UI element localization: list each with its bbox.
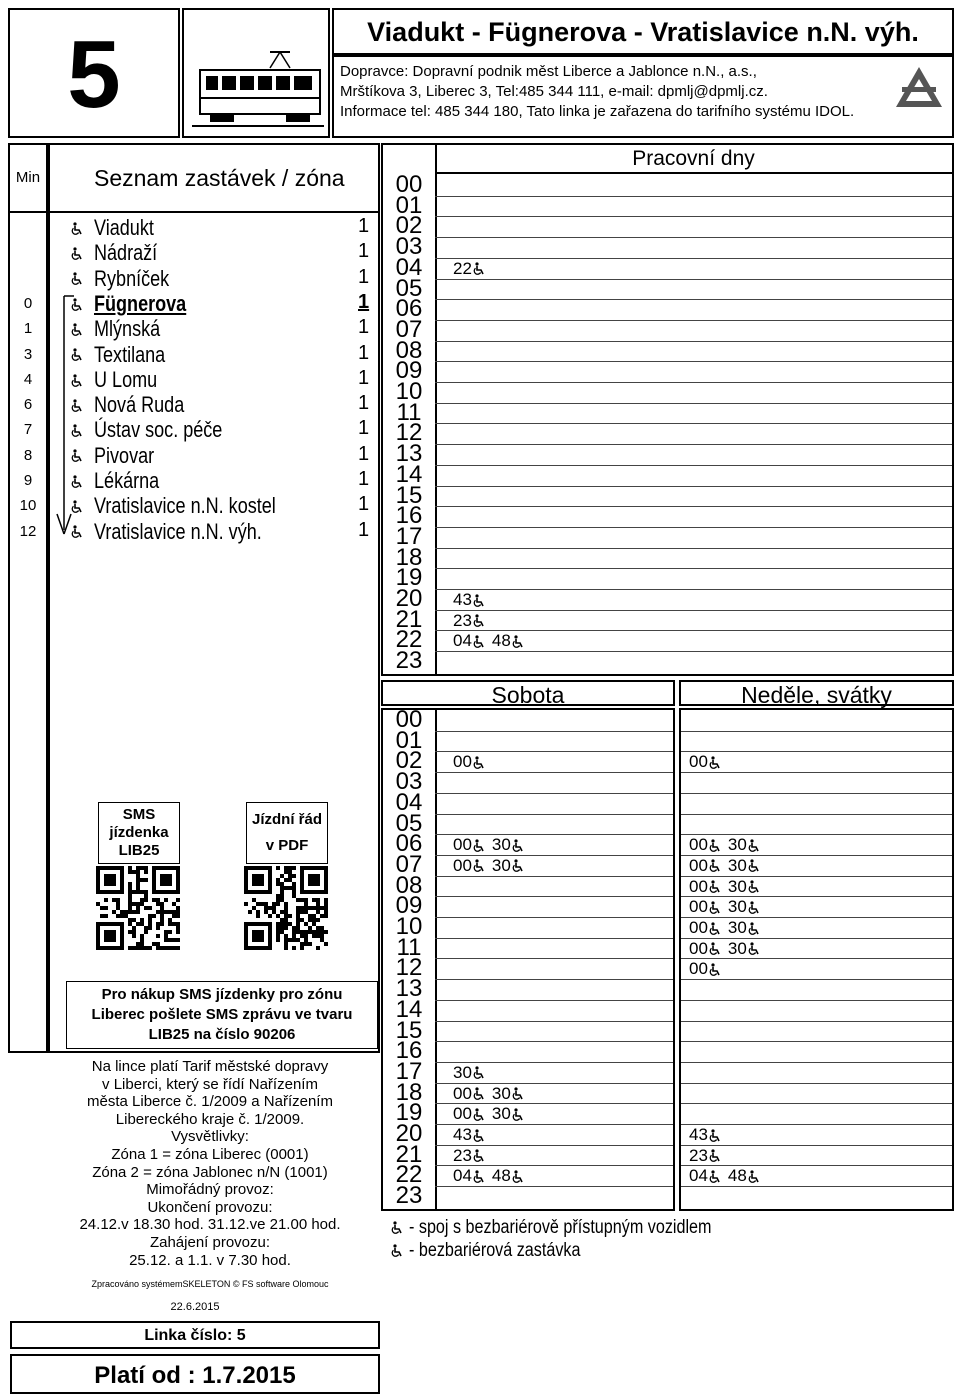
departure-cell <box>453 1146 492 1166</box>
wheelchair-icon <box>511 859 525 873</box>
departure-minute[interactable]: 30 <box>728 835 761 854</box>
print-date: 22.6.2015 <box>170 1301 220 1313</box>
departure-minute[interactable]: 30 <box>492 1104 525 1123</box>
hour-label: 16 <box>395 1037 423 1065</box>
hour-label: 22 <box>395 1161 423 1189</box>
hour-label: 07 <box>395 850 423 878</box>
hour-label: 20 <box>395 585 423 612</box>
wheelchair-icon <box>70 475 84 489</box>
operator-line-1: Dopravce: Dopravní podnik měst Liberce a Jablonce n.N., a.s., <box>340 63 757 80</box>
pdf-line-2: v PDF <box>265 837 309 854</box>
departure-minute[interactable]: 48 <box>492 1166 525 1185</box>
hour-label: 06 <box>395 830 423 858</box>
route-title-box <box>332 8 954 55</box>
departure-cell <box>689 752 728 772</box>
hour-label: 14 <box>395 460 423 488</box>
wheelchair-icon <box>70 247 84 261</box>
departure-cell <box>689 959 728 979</box>
stop-zone: 1 <box>358 341 370 364</box>
sms-qr-code[interactable] <box>96 866 182 952</box>
wheelchair-icon <box>708 859 722 873</box>
valid-from-box <box>10 1354 380 1394</box>
operator-line-3: Informace tel: 485 344 180, Tato linka je zařazena do tarifního systému IDOL. <box>340 103 855 120</box>
stop-zone: 1 <box>358 215 370 237</box>
wheelchair-icon <box>472 614 486 628</box>
wheelchair-icon <box>708 1149 722 1163</box>
stop-name: Vratislavice n.N. kostel <box>94 493 276 519</box>
departure-minute[interactable]: 00 <box>689 877 722 896</box>
wheelchair-icon <box>70 525 84 539</box>
wheelchair-icon <box>708 756 722 770</box>
wheelchair-icon <box>70 500 84 514</box>
stop-minute: 10 <box>19 497 37 515</box>
departure-cell <box>453 1063 492 1083</box>
departure-cell <box>453 1084 531 1104</box>
departure-minute[interactable]: 00 <box>689 959 722 978</box>
legend-stop-text: - bezbariérová zastávka <box>409 1240 581 1261</box>
stop-row[interactable] <box>70 443 380 467</box>
note-line: Ukončení provozu: <box>147 1198 273 1216</box>
departure-minute[interactable]: 30 <box>728 897 761 916</box>
wheelchair-icon <box>511 1170 525 1184</box>
hour-label: 10 <box>395 378 423 405</box>
departure-cell <box>453 835 531 855</box>
hour-label: 06 <box>395 295 423 323</box>
departure-cell <box>689 835 767 855</box>
departure-minute[interactable]: 30 <box>492 1084 525 1103</box>
hour-label: 00 <box>395 171 423 198</box>
wheelchair-icon <box>708 839 722 853</box>
tariff-notes <box>40 1058 380 1269</box>
wheelchair-icon <box>70 323 84 337</box>
wheelchair-icon <box>390 1244 404 1258</box>
stop-minute: 0 <box>23 294 33 312</box>
hour-label: 08 <box>395 336 423 364</box>
sunday-title-box <box>679 680 954 706</box>
hour-label: 02 <box>395 747 423 775</box>
departure-minute[interactable]: 48 <box>728 1166 761 1185</box>
stop-name: Rybníček <box>94 265 170 291</box>
stop-minute: 6 <box>23 396 33 414</box>
departure-cell <box>689 918 767 938</box>
wheelchair-icon <box>511 839 525 853</box>
min-column <box>8 143 48 1053</box>
departure-cell <box>453 752 492 772</box>
wheelchair-icon <box>472 756 486 770</box>
sunday-timetable <box>679 708 954 1211</box>
saturday-title-box <box>381 680 675 706</box>
stop-row[interactable] <box>70 493 380 517</box>
stop-row[interactable] <box>70 266 380 290</box>
wheelchair-icon <box>472 859 486 873</box>
wheelchair-icon <box>70 272 84 286</box>
wheelchair-icon <box>390 1221 404 1235</box>
wheelchair-icon <box>708 963 722 977</box>
stops-panel <box>48 143 380 1053</box>
stop-zone: 1 <box>358 265 370 288</box>
departure-minute[interactable]: 30 <box>492 835 525 854</box>
hour-label: 22 <box>395 626 423 654</box>
wheelchair-icon <box>511 1087 525 1101</box>
departure-minute[interactable]: 00 <box>453 1084 486 1103</box>
note-line: v Liberci, který se řídí Nařízením <box>102 1075 318 1093</box>
hour-label: 20 <box>395 1120 423 1147</box>
wheelchair-icon <box>708 880 722 894</box>
departure-cell <box>453 611 492 631</box>
note-line: Na lince platí Tarif městské dopravy <box>91 1058 329 1075</box>
stop-minute: 9 <box>23 472 33 489</box>
pdf-qr-code[interactable] <box>244 866 330 952</box>
departure-cell <box>689 897 767 917</box>
note-line: Vysvětlivky: <box>171 1128 249 1146</box>
valid-from: Platí od : 1.7.2015 <box>94 1362 296 1389</box>
departure-minute[interactable]: 48 <box>492 631 525 650</box>
operator-line-2: Mrštíkova 3, Liberec 3, Tel:485 344 111, e-mail: dpmlj@dpmlj.cz. <box>340 83 768 100</box>
departure-minute[interactable]: 04 <box>453 1166 486 1185</box>
hour-label: 01 <box>395 191 423 219</box>
wheelchair-icon <box>70 222 84 236</box>
stop-zone: 1 <box>358 442 370 465</box>
sms-line-1: SMS <box>122 806 156 823</box>
hour-label: 11 <box>396 398 422 426</box>
wheelchair-icon <box>70 424 84 438</box>
line-label-box <box>10 1321 380 1349</box>
hour-label: 00 <box>395 706 423 733</box>
wheelchair-icon <box>747 859 761 873</box>
hour-label: 02 <box>395 212 423 240</box>
hour-label: 21 <box>395 1140 423 1168</box>
departure-minute[interactable]: 00 <box>453 856 486 875</box>
departure-cell <box>453 1104 531 1124</box>
wheelchair-icon <box>511 1108 525 1122</box>
hour-label: 17 <box>395 1057 423 1085</box>
stop-name: Fügnerova <box>94 290 187 316</box>
departure-minute[interactable]: 04 <box>453 631 486 650</box>
hour-label: 09 <box>395 357 423 385</box>
wheelchair-icon <box>708 1129 722 1143</box>
departure-minute[interactable]: 00 <box>689 939 722 958</box>
hour-label: 18 <box>395 1078 423 1106</box>
stop-row[interactable] <box>70 316 380 340</box>
hour-label: 16 <box>395 502 423 530</box>
wheelchair-icon <box>472 1170 486 1184</box>
wheelchair-icon <box>708 901 722 915</box>
stop-name: Nová Ruda <box>94 392 185 418</box>
departure-minute[interactable]: 00 <box>689 897 722 916</box>
note-line: Zóna 2 = zóna Jablonec n/N (1001) <box>92 1163 328 1181</box>
stop-zone: 1 <box>358 290 370 313</box>
wheelchair-icon <box>70 399 84 413</box>
hour-label: 09 <box>395 892 423 920</box>
stop-row[interactable] <box>70 417 380 441</box>
departure-minute[interactable]: 00 <box>453 752 486 771</box>
stop-zone: 1 <box>358 468 370 490</box>
weekday-timetable <box>381 143 954 676</box>
departure-minute[interactable]: 30 <box>728 856 761 875</box>
stop-zone: 1 <box>358 316 370 339</box>
hour-label: 17 <box>395 522 423 550</box>
hour-label: 05 <box>395 274 423 302</box>
pdf-line-1: Jízdní řád <box>251 811 322 828</box>
stop-minute: 3 <box>23 345 33 363</box>
stop-row[interactable] <box>70 291 380 315</box>
departure-minute[interactable]: 00 <box>453 835 486 854</box>
note-line: Libereckého kraje č. 1/2009. <box>115 1110 305 1128</box>
departure-minute[interactable]: 43 <box>689 1125 722 1144</box>
hour-label: 18 <box>395 543 423 571</box>
stop-row[interactable] <box>70 342 380 366</box>
hour-label: 03 <box>395 768 423 796</box>
hour-label: 23 <box>395 1182 423 1210</box>
wheelchair-icon <box>708 1170 722 1184</box>
departure-cell <box>453 590 492 610</box>
departure-cell <box>453 259 492 279</box>
wheelchair-icon <box>747 901 761 915</box>
tram-icon <box>190 50 326 130</box>
wheelchair-icon <box>472 839 486 853</box>
sms-info-1: Pro nákup SMS jízdenky pro zónu <box>101 986 343 1003</box>
departure-minute[interactable]: 43 <box>453 1125 486 1144</box>
wheelchair-icon <box>747 922 761 936</box>
wheelchair-icon <box>747 880 761 894</box>
departure-cell <box>453 631 531 651</box>
stop-zone: 1 <box>358 240 370 263</box>
stop-name: Ústav soc. péče <box>94 417 223 443</box>
departure-minute[interactable]: 00 <box>689 918 722 937</box>
wheelchair-icon <box>472 262 486 276</box>
departure-minute[interactable]: 30 <box>492 856 525 875</box>
departure-minute[interactable]: 04 <box>689 1166 722 1185</box>
stop-zone: 1 <box>358 518 370 541</box>
stop-zone: 1 <box>358 493 370 516</box>
note-line: města Liberce č. 1/2009 a Nařízením <box>87 1093 333 1111</box>
hour-label: 21 <box>395 605 423 633</box>
stop-minute: 1 <box>23 320 33 338</box>
departure-minute[interactable]: 00 <box>689 752 722 771</box>
saturday-title: Sobota <box>491 682 565 708</box>
departure-cell <box>689 877 767 897</box>
line-number: 5 <box>67 21 121 128</box>
wheelchair-icon <box>472 635 486 649</box>
wheelchair-icon <box>472 1108 486 1122</box>
stop-minute: 4 <box>23 370 33 388</box>
departure-minute[interactable]: 30 <box>728 939 761 958</box>
hour-label: 07 <box>395 315 423 343</box>
hour-label: 15 <box>395 481 423 509</box>
wheelchair-icon <box>472 1129 486 1143</box>
stop-zone: 1 <box>358 366 370 389</box>
stop-row[interactable] <box>70 519 380 543</box>
stop-minute: 12 <box>19 522 37 540</box>
operator-info-box <box>332 55 954 138</box>
stop-name: U Lomu <box>94 366 158 392</box>
wheelchair-icon <box>472 1087 486 1101</box>
departure-cell <box>689 1125 728 1145</box>
sms-line-2: jízdenka <box>109 824 169 841</box>
hour-label: 04 <box>395 788 423 816</box>
line-label: Linka číslo: 5 <box>144 1327 246 1344</box>
wheelchair-icon <box>472 1149 486 1163</box>
hour-label: 03 <box>395 233 423 261</box>
departure-minute[interactable]: 23 <box>453 611 486 630</box>
wheelchair-icon <box>747 1170 761 1184</box>
sms-line-3: LIB25 <box>118 842 160 859</box>
departure-cell <box>689 856 767 876</box>
saturday-timetable <box>381 708 675 1211</box>
stops-title: Seznam zastávek / zóna <box>94 165 345 191</box>
weekday-title: Pracovní dny <box>632 147 755 170</box>
stop-minute: 8 <box>23 446 33 464</box>
hour-label: 12 <box>395 954 423 982</box>
wheelchair-icon <box>747 942 761 956</box>
hour-label: 05 <box>395 809 423 837</box>
hour-label: 08 <box>395 871 423 899</box>
hour-label: 12 <box>395 419 423 447</box>
note-line: Zahájení provozu: <box>149 1233 271 1251</box>
hour-label: 19 <box>395 1099 423 1127</box>
stop-minute: 7 <box>23 421 33 439</box>
line-number-box <box>8 8 180 138</box>
stop-row[interactable] <box>70 240 380 264</box>
legend-stop <box>390 1240 611 1262</box>
sms-info-3: LIB25 na číslo 90206 <box>148 1026 296 1043</box>
stop-name: Textilana <box>94 341 166 367</box>
note-line: Mimořádný provoz: <box>146 1181 274 1199</box>
departure-cell <box>689 1146 728 1166</box>
legend-vehicle-text: - spoj s bezbariérově přístupným vozidlem <box>409 1217 712 1238</box>
departure-minute[interactable]: 30 <box>453 1063 486 1082</box>
stop-row[interactable] <box>70 468 380 492</box>
wheelchair-icon <box>70 348 84 362</box>
stop-name: Lékárna <box>94 468 160 493</box>
departure-minute[interactable]: 23 <box>689 1146 722 1165</box>
note-line: Zóna 1 = zóna Liberec (0001) <box>111 1145 309 1163</box>
pdf-box <box>246 802 328 864</box>
departure-minute[interactable]: 30 <box>728 918 761 937</box>
departure-cell <box>453 1166 531 1186</box>
wheelchair-icon <box>747 839 761 853</box>
stop-row[interactable] <box>70 392 380 416</box>
departure-minute[interactable]: 22 <box>453 259 486 278</box>
departure-cell <box>453 856 531 876</box>
wheelchair-icon <box>511 635 525 649</box>
stop-name: Mlýnská <box>94 316 161 342</box>
departure-minute[interactable]: 43 <box>453 590 486 609</box>
stop-row[interactable] <box>70 367 380 391</box>
sms-ticket-box <box>98 802 180 864</box>
sms-info-2: Liberec pošlete SMS zprávu ve tvaru <box>91 1006 353 1023</box>
hour-label: 13 <box>395 975 423 1003</box>
wheelchair-icon <box>708 922 722 936</box>
departure-minute[interactable]: 00 <box>689 856 722 875</box>
departure-minute[interactable]: 00 <box>689 835 722 854</box>
wheelchair-icon <box>70 374 84 388</box>
hour-label: 15 <box>395 1016 423 1044</box>
wheelchair-icon <box>70 449 84 463</box>
hour-label: 04 <box>395 253 423 281</box>
stop-name: Nádraží <box>94 240 158 266</box>
wheelchair-icon <box>708 942 722 956</box>
departure-cell <box>689 939 767 959</box>
tram-image-box <box>182 8 330 138</box>
stop-name: Vratislavice n.N. výh. <box>94 518 262 544</box>
wheelchair-icon <box>472 1066 486 1080</box>
hour-label: 01 <box>395 726 423 754</box>
note-line: 24.12.v 18.30 hod. 31.12.ve 21.00 hod. <box>79 1216 341 1234</box>
hour-label: 10 <box>395 913 423 940</box>
stop-row[interactable] <box>70 215 380 239</box>
sunday-title: Neděle, svátky <box>741 682 892 708</box>
note-line: 25.12. a 1.1. v 7.30 hod. <box>129 1251 291 1269</box>
departure-cell <box>453 1125 492 1145</box>
stop-zone: 1 <box>358 417 370 440</box>
hour-label: 14 <box>395 995 423 1023</box>
dpmlj-logo <box>894 65 944 109</box>
hour-label: 13 <box>395 440 423 468</box>
departure-minute[interactable]: 30 <box>728 877 761 896</box>
hour-label: 19 <box>395 564 423 592</box>
route-title: Viadukt - Fügnerova - Vratislavice n.N. výh. <box>367 17 919 47</box>
wheelchair-icon <box>472 594 486 608</box>
hour-label: 11 <box>396 933 422 961</box>
legend-vehicle <box>390 1217 765 1239</box>
wheelchair-icon <box>70 298 84 312</box>
departure-minute[interactable]: 23 <box>453 1146 486 1165</box>
departure-minute[interactable]: 00 <box>453 1104 486 1123</box>
departure-cell <box>689 1166 767 1186</box>
hour-label: 23 <box>395 647 423 675</box>
stop-name: Viadukt <box>94 215 154 240</box>
stop-zone: 1 <box>358 392 370 415</box>
min-header: Min <box>15 169 41 186</box>
stop-name: Pivovar <box>94 442 155 468</box>
processed-by: Zpracováno systémemSKELETON © FS software Olomouc <box>91 1279 329 1289</box>
sms-info-box <box>66 981 378 1049</box>
